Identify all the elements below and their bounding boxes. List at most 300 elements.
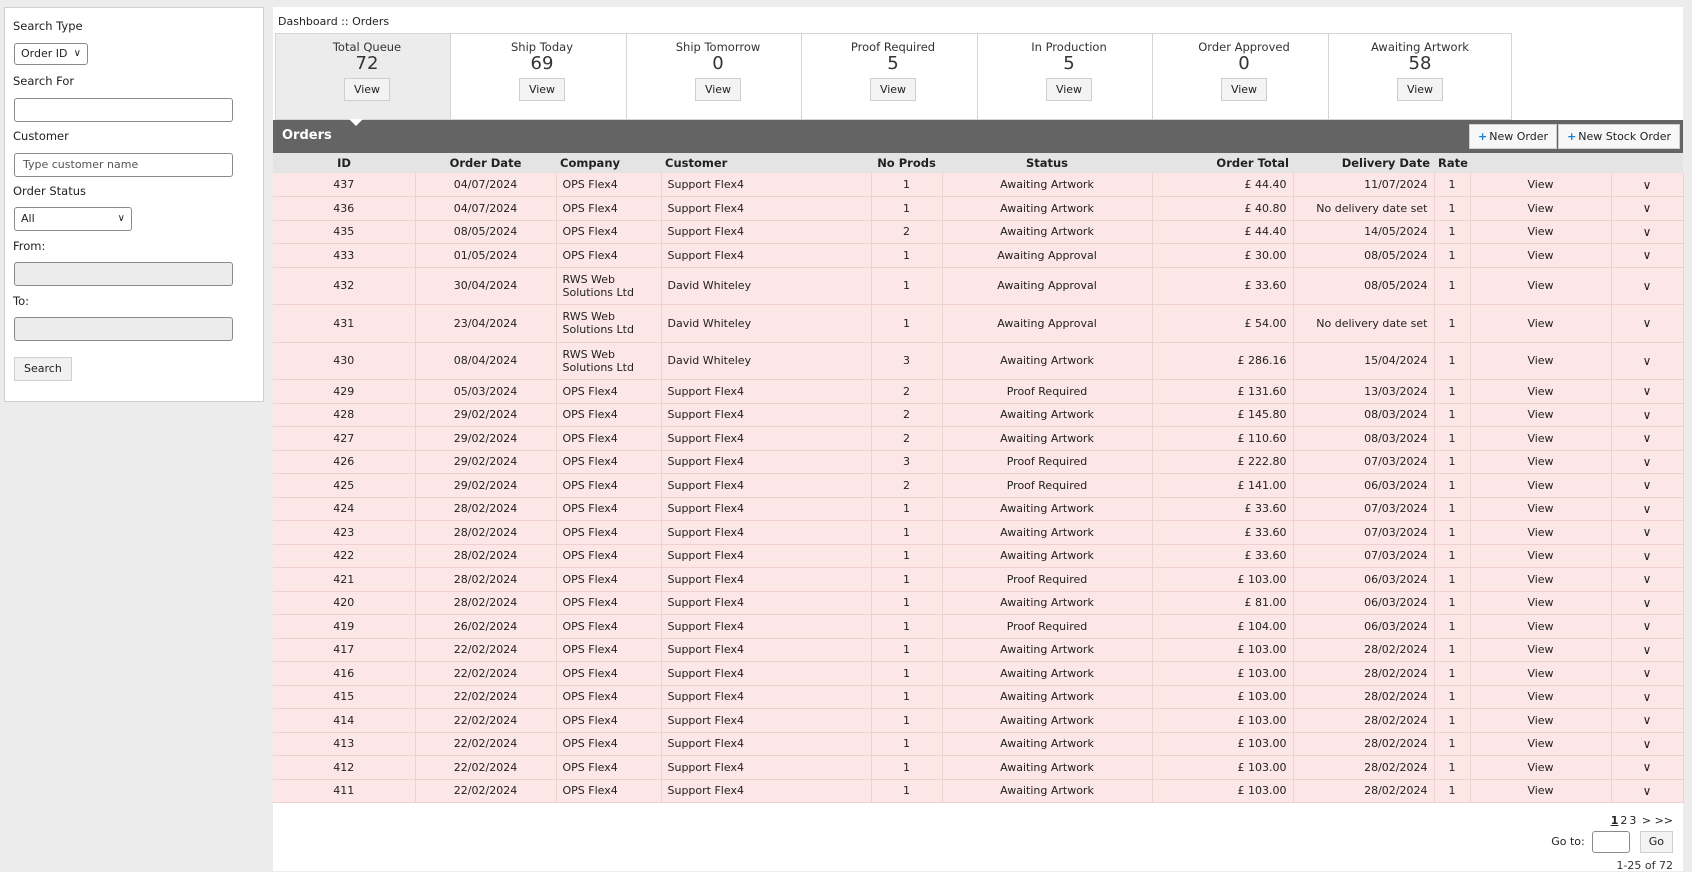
cell-id: 415 (273, 685, 415, 709)
table-row[interactable] (273, 173, 1683, 197)
cell-id: 413 (273, 732, 415, 756)
table-row[interactable] (273, 197, 1683, 221)
table-header (273, 153, 1683, 173)
page-link[interactable]: 1 (1610, 814, 1619, 827)
card-view-button[interactable]: View (1397, 78, 1443, 101)
header-expand (1611, 153, 1683, 173)
card-count: 69 (530, 53, 554, 74)
expand-chevron-icon[interactable]: ∨ (1611, 591, 1683, 615)
page-link[interactable]: 3 (1629, 814, 1637, 827)
cell-rate: 1 (1434, 544, 1470, 568)
view-link[interactable]: View (1470, 615, 1611, 639)
expand-chevron-icon[interactable]: ∨ (1611, 244, 1683, 268)
view-link[interactable]: View (1470, 732, 1611, 756)
cell-company: OPS Flex4 (556, 779, 661, 803)
plus-icon: + (1478, 130, 1488, 143)
header-customer[interactable]: Customer (661, 153, 871, 173)
cell-no-prods: 3 (871, 450, 942, 474)
cell-status: Awaiting Artwork (942, 685, 1152, 709)
table-row[interactable] (273, 403, 1683, 427)
cell-company: OPS Flex4 (556, 197, 661, 221)
cell-order-date: 08/04/2024 (415, 342, 556, 380)
table-row[interactable] (273, 709, 1683, 733)
cell-id: 435 (273, 220, 415, 244)
search-button[interactable]: Search (14, 357, 72, 381)
view-link[interactable]: View (1470, 779, 1611, 803)
cell-order-total: £ 103.00 (1152, 779, 1293, 803)
pagination (1611, 814, 1673, 827)
active-card-pointer (349, 119, 363, 126)
cell-customer: Support Flex4 (661, 568, 871, 592)
cell-customer: Support Flex4 (661, 732, 871, 756)
cell-status: Awaiting Artwork (942, 779, 1152, 803)
plus-icon: + (1567, 130, 1577, 143)
expand-chevron-icon[interactable]: ∨ (1611, 305, 1683, 343)
new-stock-order-button[interactable] (1558, 124, 1680, 149)
expand-chevron-icon[interactable]: ∨ (1611, 544, 1683, 568)
cell-order-total: £ 103.00 (1152, 662, 1293, 686)
card-view-button[interactable]: View (695, 78, 741, 101)
table-row[interactable] (273, 544, 1683, 568)
cell-order-total: £ 141.00 (1152, 474, 1293, 498)
view-link[interactable]: View (1470, 197, 1611, 221)
from-date-input[interactable] (14, 262, 233, 286)
cell-company: OPS Flex4 (556, 756, 661, 780)
table-row[interactable] (273, 638, 1683, 662)
cell-order-total: £ 30.00 (1152, 244, 1293, 268)
table-row[interactable] (273, 427, 1683, 451)
cell-company: OPS Flex4 (556, 709, 661, 733)
cell-no-prods: 1 (871, 756, 942, 780)
last-page-link[interactable]: >> (1654, 814, 1673, 827)
cell-customer: Support Flex4 (661, 662, 871, 686)
table-row[interactable] (273, 662, 1683, 686)
cell-id: 428 (273, 403, 415, 427)
cell-delivery-date: 28/02/2024 (1293, 685, 1434, 709)
summary-card (977, 33, 1161, 120)
cell-status: Proof Required (942, 380, 1152, 404)
cell-order-total: £ 103.00 (1152, 638, 1293, 662)
cell-rate: 1 (1434, 173, 1470, 197)
table-row[interactable] (273, 342, 1683, 380)
header-no-prods[interactable]: No Prods (871, 153, 942, 173)
view-link[interactable]: View (1470, 403, 1611, 427)
order-status-select[interactable] (14, 207, 132, 231)
cell-status: Proof Required (942, 450, 1152, 474)
cell-customer: Support Flex4 (661, 244, 871, 268)
expand-chevron-icon[interactable]: ∨ (1611, 403, 1683, 427)
cell-company: OPS Flex4 (556, 380, 661, 404)
cell-rate: 1 (1434, 380, 1470, 404)
cell-order-total: £ 110.60 (1152, 427, 1293, 451)
card-title: Ship Tomorrow (675, 40, 761, 54)
expand-chevron-icon[interactable]: ∨ (1611, 615, 1683, 639)
cell-delivery-date: 08/03/2024 (1293, 427, 1434, 451)
page-link[interactable]: 2 (1620, 814, 1628, 827)
cell-order-date: 22/02/2024 (415, 685, 556, 709)
cell-delivery-date: 07/03/2024 (1293, 497, 1434, 521)
cell-no-prods: 1 (871, 267, 942, 305)
new-order-button[interactable] (1469, 124, 1557, 149)
cell-company: OPS Flex4 (556, 638, 661, 662)
view-link[interactable]: View (1470, 497, 1611, 521)
cell-status: Awaiting Artwork (942, 342, 1152, 380)
cell-delivery-date: 06/03/2024 (1293, 568, 1434, 592)
expand-chevron-icon[interactable]: ∨ (1611, 756, 1683, 780)
cell-order-date: 22/02/2024 (415, 732, 556, 756)
cell-company: OPS Flex4 (556, 615, 661, 639)
cell-customer: Support Flex4 (661, 220, 871, 244)
table-row[interactable] (273, 568, 1683, 592)
cell-no-prods: 1 (871, 638, 942, 662)
cell-delivery-date: 06/03/2024 (1293, 615, 1434, 639)
cell-delivery-date: 28/02/2024 (1293, 709, 1434, 733)
cell-rate: 1 (1434, 267, 1470, 305)
expand-chevron-icon[interactable]: ∨ (1611, 732, 1683, 756)
cell-order-total: £ 286.16 (1152, 342, 1293, 380)
expand-chevron-icon[interactable]: ∨ (1611, 427, 1683, 451)
customer-input[interactable]: Type customer name (14, 153, 233, 177)
expand-chevron-icon[interactable]: ∨ (1611, 474, 1683, 498)
cell-delivery-date: No delivery date set (1293, 197, 1434, 221)
goto-page-input[interactable] (1592, 831, 1630, 853)
view-link[interactable]: View (1470, 427, 1611, 451)
view-link[interactable]: View (1470, 685, 1611, 709)
view-link[interactable]: View (1470, 662, 1611, 686)
card-count: 72 (355, 53, 379, 74)
summary-card (275, 33, 459, 120)
cell-rate: 1 (1434, 220, 1470, 244)
cell-no-prods: 1 (871, 521, 942, 545)
order-status-label: Order Status (13, 184, 86, 198)
cell-company: OPS Flex4 (556, 497, 661, 521)
chevron-down-icon: ∨ (73, 48, 81, 59)
view-link[interactable]: View (1470, 305, 1611, 343)
view-link[interactable]: View (1470, 342, 1611, 380)
expand-chevron-icon[interactable]: ∨ (1611, 342, 1683, 380)
expand-chevron-icon[interactable]: ∨ (1611, 779, 1683, 803)
cell-customer: Support Flex4 (661, 450, 871, 474)
view-link[interactable]: View (1470, 638, 1611, 662)
header-view (1470, 153, 1611, 173)
summary-card (1328, 33, 1512, 120)
card-view-button[interactable]: View (1046, 78, 1092, 101)
card-title: In Production (1031, 40, 1107, 54)
cell-customer: Support Flex4 (661, 709, 871, 733)
cell-status: Awaiting Artwork (942, 173, 1152, 197)
cell-order-date: 29/02/2024 (415, 427, 556, 451)
table-row[interactable] (273, 685, 1683, 709)
table-row[interactable] (273, 220, 1683, 244)
cell-order-total: £ 103.00 (1152, 756, 1293, 780)
cell-delivery-date: 28/02/2024 (1293, 779, 1434, 803)
table-row[interactable] (273, 521, 1683, 545)
cell-order-total: £ 145.80 (1152, 403, 1293, 427)
cell-status: Awaiting Artwork (942, 497, 1152, 521)
expand-chevron-icon[interactable]: ∨ (1611, 380, 1683, 404)
cell-order-date: 22/02/2024 (415, 779, 556, 803)
view-link[interactable]: View (1470, 591, 1611, 615)
expand-chevron-icon[interactable]: ∨ (1611, 450, 1683, 474)
view-link[interactable]: View (1470, 709, 1611, 733)
expand-chevron-icon[interactable]: ∨ (1611, 173, 1683, 197)
cell-id: 422 (273, 544, 415, 568)
card-view-button[interactable]: View (1221, 78, 1267, 101)
cell-id: 432 (273, 267, 415, 305)
cell-customer: Support Flex4 (661, 638, 871, 662)
header-delivery-date[interactable]: Delivery Date (1293, 153, 1434, 173)
card-count: 0 (1238, 53, 1250, 74)
cell-customer: Support Flex4 (661, 173, 871, 197)
cell-delivery-date: 07/03/2024 (1293, 450, 1434, 474)
customer-label: Customer (13, 129, 69, 143)
cell-no-prods: 1 (871, 685, 942, 709)
card-view-button[interactable]: View (870, 78, 916, 101)
cell-id: 420 (273, 591, 415, 615)
header-status[interactable]: Status (942, 153, 1152, 173)
table-row[interactable] (273, 497, 1683, 521)
cell-company: OPS Flex4 (556, 591, 661, 615)
cell-order-total: £ 33.60 (1152, 521, 1293, 545)
cell-delivery-date: 08/03/2024 (1293, 403, 1434, 427)
cell-customer: Support Flex4 (661, 779, 871, 803)
cell-order-total: £ 33.60 (1152, 267, 1293, 305)
cell-company: OPS Flex4 (556, 521, 661, 545)
cell-order-total: £ 40.80 (1152, 197, 1293, 221)
card-count: 5 (1063, 53, 1075, 74)
cell-order-total: £ 33.60 (1152, 544, 1293, 568)
cell-delivery-date: 11/07/2024 (1293, 173, 1434, 197)
header-id[interactable]: ID (273, 153, 415, 173)
cell-customer: Support Flex4 (661, 403, 871, 427)
cell-status: Proof Required (942, 474, 1152, 498)
expand-chevron-icon[interactable]: ∨ (1611, 220, 1683, 244)
go-button[interactable]: Go (1640, 831, 1673, 853)
cell-customer: Support Flex4 (661, 521, 871, 545)
cell-company: OPS Flex4 (556, 220, 661, 244)
cell-delivery-date: 07/03/2024 (1293, 544, 1434, 568)
cell-company: OPS Flex4 (556, 732, 661, 756)
cell-rate: 1 (1434, 305, 1470, 343)
cell-company: OPS Flex4 (556, 474, 661, 498)
view-link[interactable]: View (1470, 450, 1611, 474)
cell-company: OPS Flex4 (556, 450, 661, 474)
cell-order-total: £ 103.00 (1152, 709, 1293, 733)
cell-delivery-date: 07/03/2024 (1293, 521, 1434, 545)
cell-order-date: 28/02/2024 (415, 591, 556, 615)
expand-chevron-icon[interactable]: ∨ (1611, 638, 1683, 662)
cell-rate: 1 (1434, 685, 1470, 709)
cell-order-date: 29/02/2024 (415, 474, 556, 498)
header-order-total[interactable]: Order Total (1152, 153, 1293, 173)
cell-status: Proof Required (942, 615, 1152, 639)
expand-chevron-icon[interactable]: ∨ (1611, 685, 1683, 709)
cell-status: Awaiting Artwork (942, 662, 1152, 686)
summary-card (626, 33, 810, 120)
cell-status: Awaiting Artwork (942, 220, 1152, 244)
expand-chevron-icon[interactable]: ∨ (1611, 521, 1683, 545)
table-row[interactable] (273, 591, 1683, 615)
cell-customer: Support Flex4 (661, 756, 871, 780)
expand-chevron-icon[interactable]: ∨ (1611, 709, 1683, 733)
view-link[interactable]: View (1470, 173, 1611, 197)
search-for-input[interactable] (14, 98, 233, 122)
cell-customer: Support Flex4 (661, 615, 871, 639)
table-row[interactable] (273, 380, 1683, 404)
cell-no-prods: 1 (871, 497, 942, 521)
cell-delivery-date: 28/02/2024 (1293, 638, 1434, 662)
cell-order-date: 08/05/2024 (415, 220, 556, 244)
cell-id: 417 (273, 638, 415, 662)
table-row[interactable] (273, 450, 1683, 474)
cell-id: 437 (273, 173, 415, 197)
table-row[interactable] (273, 615, 1683, 639)
cell-no-prods: 1 (871, 544, 942, 568)
cell-id: 426 (273, 450, 415, 474)
cell-status: Awaiting Artwork (942, 197, 1152, 221)
header-rate[interactable]: Rate (1434, 153, 1470, 173)
cell-customer: Support Flex4 (661, 474, 871, 498)
view-link[interactable]: View (1470, 568, 1611, 592)
orders-title: Orders (282, 128, 332, 143)
cell-no-prods: 1 (871, 244, 942, 268)
cell-rate: 1 (1434, 615, 1470, 639)
cell-customer: Support Flex4 (661, 380, 871, 404)
view-link[interactable]: View (1470, 474, 1611, 498)
table-row[interactable] (273, 756, 1683, 780)
cell-status: Awaiting Artwork (942, 591, 1152, 615)
cell-order-date: 28/02/2024 (415, 568, 556, 592)
card-title: Awaiting Artwork (1371, 40, 1469, 54)
cell-rate: 1 (1434, 197, 1470, 221)
table-row[interactable] (273, 732, 1683, 756)
search-type-label: Search Type (13, 19, 83, 33)
cell-no-prods: 2 (871, 380, 942, 404)
cell-customer: Support Flex4 (661, 197, 871, 221)
card-title: Proof Required (850, 40, 936, 54)
cell-company: OPS Flex4 (556, 173, 661, 197)
expand-chevron-icon[interactable]: ∨ (1611, 497, 1683, 521)
view-link[interactable]: View (1470, 544, 1611, 568)
search-type-select[interactable] (14, 43, 88, 65)
cell-company: OPS Flex4 (556, 427, 661, 451)
cell-status: Awaiting Approval (942, 267, 1152, 305)
cell-customer: David Whiteley (661, 267, 871, 305)
cell-status: Awaiting Artwork (942, 756, 1152, 780)
to-date-input[interactable] (14, 317, 233, 341)
card-view-button[interactable]: View (519, 78, 565, 101)
new-order-label: New Order (1489, 130, 1548, 143)
goto-page (1551, 831, 1673, 853)
cell-order-total: £ 81.00 (1152, 591, 1293, 615)
cell-rate: 1 (1434, 474, 1470, 498)
cell-no-prods: 1 (871, 662, 942, 686)
cell-order-date: 23/04/2024 (415, 305, 556, 343)
cell-status: Awaiting Artwork (942, 544, 1152, 568)
header-order-date[interactable]: Order Date (415, 153, 556, 173)
table-row[interactable] (273, 244, 1683, 268)
orders-table (273, 153, 1684, 803)
cell-order-date: 04/07/2024 (415, 197, 556, 221)
cell-rate: 1 (1434, 521, 1470, 545)
cell-rate: 1 (1434, 591, 1470, 615)
summary-card (450, 33, 634, 120)
expand-chevron-icon[interactable]: ∨ (1611, 662, 1683, 686)
cell-status: Awaiting Approval (942, 305, 1152, 343)
cell-customer: Support Flex4 (661, 544, 871, 568)
table-row[interactable] (273, 474, 1683, 498)
cell-customer: David Whiteley (661, 305, 871, 343)
cell-rate: 1 (1434, 450, 1470, 474)
cell-no-prods: 2 (871, 220, 942, 244)
cell-customer: Support Flex4 (661, 427, 871, 451)
table-row[interactable] (273, 305, 1683, 343)
cell-order-date: 29/02/2024 (415, 450, 556, 474)
from-label: From: (13, 239, 46, 253)
cell-rate: 1 (1434, 342, 1470, 380)
to-label: To: (13, 294, 29, 308)
cell-id: 419 (273, 615, 415, 639)
table-row[interactable] (273, 267, 1683, 305)
cell-order-date: 01/05/2024 (415, 244, 556, 268)
cell-rate: 1 (1434, 427, 1470, 451)
cell-order-date: 22/02/2024 (415, 756, 556, 780)
view-link[interactable]: View (1470, 380, 1611, 404)
next-page-link[interactable]: > (1641, 814, 1652, 827)
header-company[interactable]: Company (556, 153, 661, 173)
cell-order-date: 28/02/2024 (415, 521, 556, 545)
cell-order-date: 26/02/2024 (415, 615, 556, 639)
cell-customer: Support Flex4 (661, 685, 871, 709)
expand-chevron-icon[interactable]: ∨ (1611, 197, 1683, 221)
view-link[interactable]: View (1470, 756, 1611, 780)
cell-no-prods: 1 (871, 197, 942, 221)
cell-company: OPS Flex4 (556, 685, 661, 709)
cell-order-date: 05/03/2024 (415, 380, 556, 404)
cell-id: 423 (273, 521, 415, 545)
cell-order-total: £ 103.00 (1152, 568, 1293, 592)
table-row[interactable] (273, 779, 1683, 803)
cell-status: Awaiting Artwork (942, 403, 1152, 427)
cell-rate: 1 (1434, 756, 1470, 780)
cell-company: OPS Flex4 (556, 662, 661, 686)
view-link[interactable]: View (1470, 521, 1611, 545)
goto-label: Go to: (1551, 835, 1585, 848)
cell-order-total: £ 44.40 (1152, 220, 1293, 244)
cell-delivery-date: 13/03/2024 (1293, 380, 1434, 404)
cell-no-prods: 3 (871, 342, 942, 380)
view-link[interactable]: View (1470, 244, 1611, 268)
cell-delivery-date: 14/05/2024 (1293, 220, 1434, 244)
cell-status: Awaiting Artwork (942, 709, 1152, 733)
cell-id: 414 (273, 709, 415, 733)
card-view-button[interactable]: View (344, 78, 390, 101)
card-title: Order Approved (1198, 40, 1290, 54)
cell-no-prods: 2 (871, 474, 942, 498)
expand-chevron-icon[interactable]: ∨ (1611, 568, 1683, 592)
cell-order-total: £ 131.60 (1152, 380, 1293, 404)
cell-order-date: 22/02/2024 (415, 662, 556, 686)
cell-rate: 1 (1434, 662, 1470, 686)
cell-order-total: £ 54.00 (1152, 305, 1293, 343)
expand-chevron-icon[interactable]: ∨ (1611, 267, 1683, 305)
view-link[interactable]: View (1470, 220, 1611, 244)
cell-rate: 1 (1434, 568, 1470, 592)
cell-id: 430 (273, 342, 415, 380)
order-status-value: All (21, 212, 35, 225)
cell-id: 421 (273, 568, 415, 592)
view-link[interactable]: View (1470, 267, 1611, 305)
